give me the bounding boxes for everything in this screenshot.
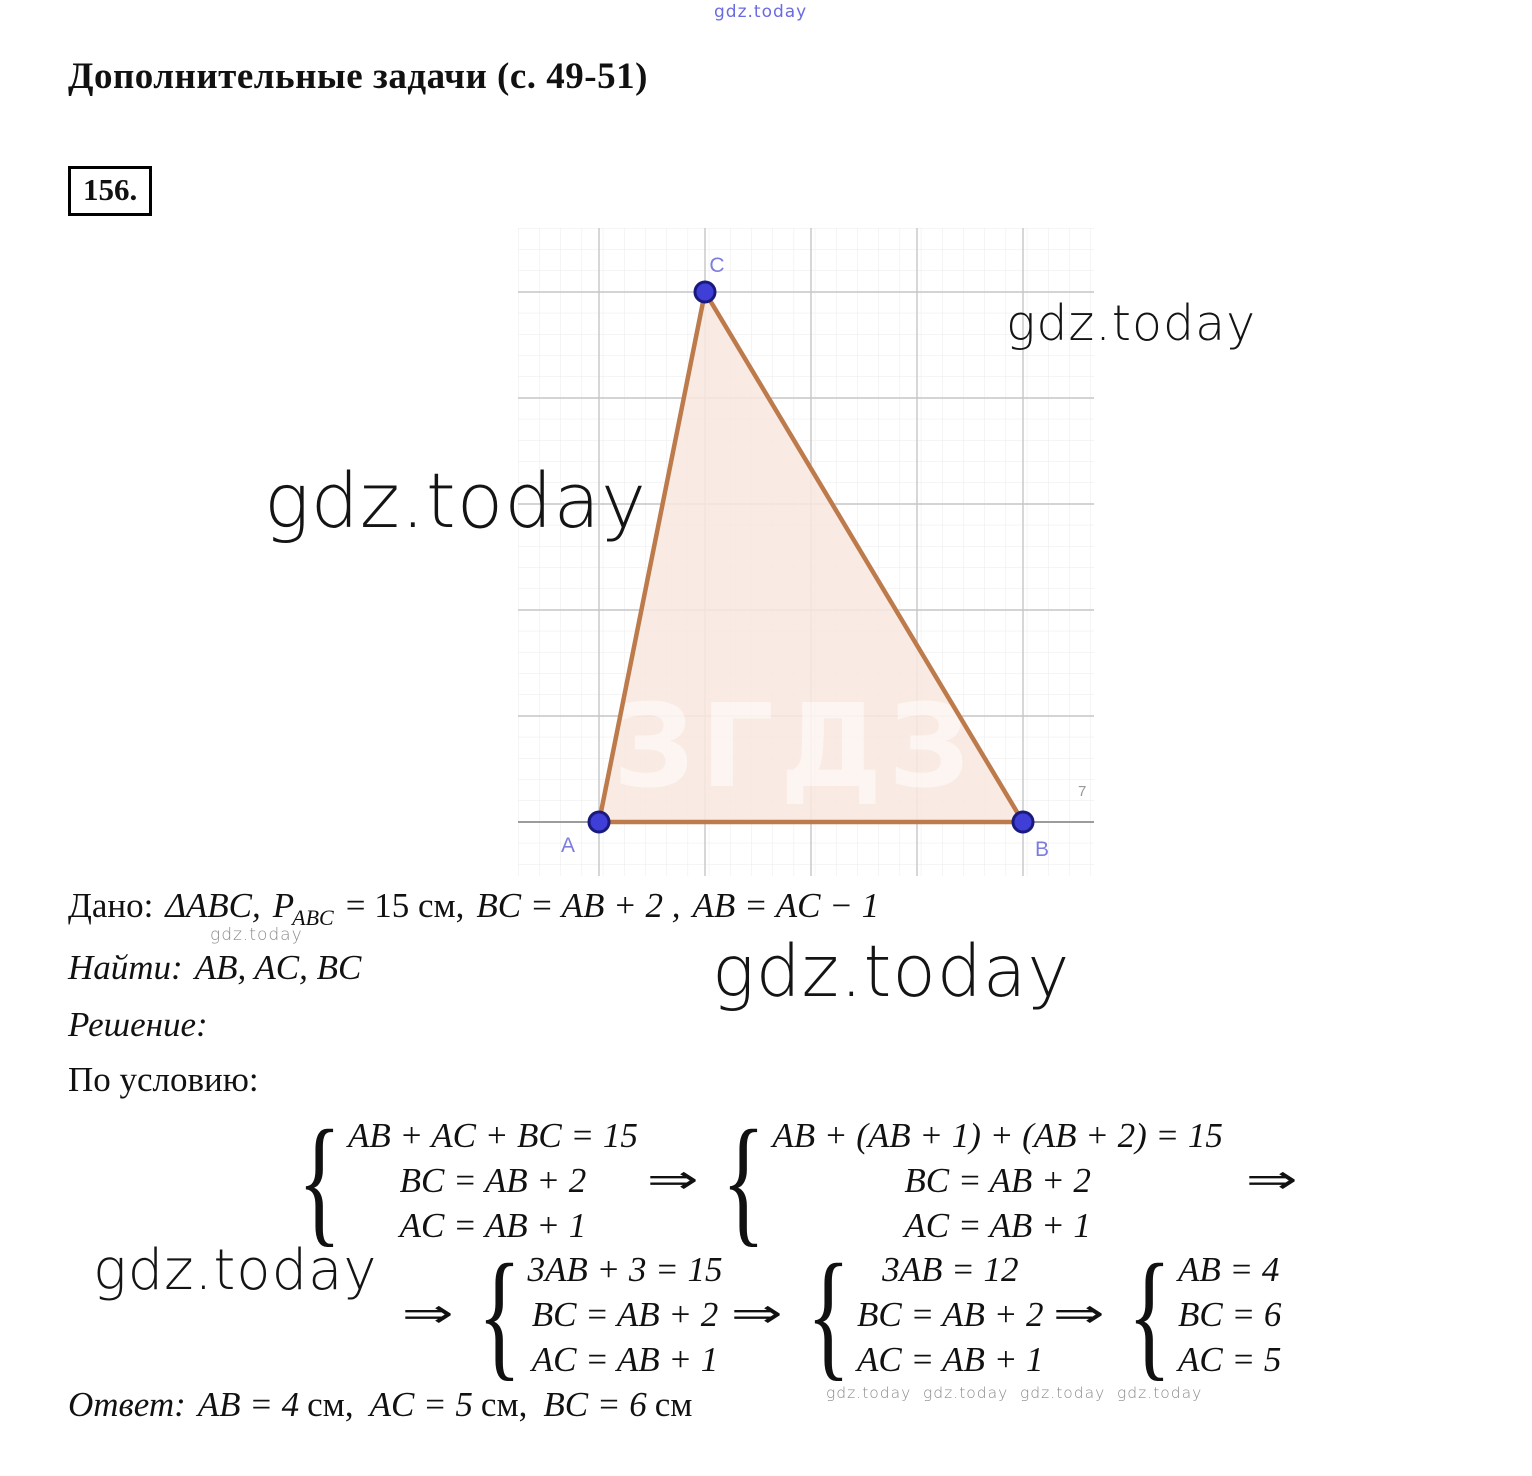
system-2 — [707, 1101, 1223, 1259]
equation: AC = 5 — [1178, 1339, 1282, 1379]
problem-number-box — [68, 166, 152, 216]
find-items: AB, AC, BC — [194, 948, 362, 987]
equation-row-1 — [283, 1101, 1306, 1259]
brace-3: { — [477, 1235, 521, 1393]
equation: AC = AB + 1 — [904, 1205, 1091, 1245]
watermark-mid-right: gdz.today — [712, 930, 1071, 1013]
watermark-bottom-4: gdz.today — [1117, 1384, 1203, 1402]
answer-unit-3: см — [654, 1385, 693, 1424]
answer-line — [68, 1385, 704, 1425]
brace-2: { — [722, 1101, 766, 1259]
equation: BC = AB + 2 — [904, 1160, 1091, 1200]
answer-part-1: AB = 4 — [197, 1385, 300, 1424]
answer-label: Ответ: — [68, 1385, 186, 1424]
problem-number: 156. — [83, 172, 138, 207]
implies-arrow: ⇒ — [646, 1157, 699, 1203]
solution-label — [68, 1005, 220, 1045]
equation: AB + AC + BC = 15 — [347, 1115, 638, 1155]
answer-part-2: AC = 5 — [369, 1385, 473, 1424]
watermark-bottom-3: gdz.today — [1020, 1384, 1106, 1402]
vertex-b-label: B — [1034, 838, 1050, 861]
find-line — [68, 948, 373, 988]
perimeter-value: = 15 см, — [345, 886, 465, 925]
condition-label-text: По условию: — [68, 1060, 259, 1099]
vertex-c-label: C — [709, 254, 725, 277]
perimeter-symbol: P — [272, 886, 295, 925]
watermark-row2-left: gdz.today — [93, 1238, 378, 1303]
implies-arrow: ⇒ — [1245, 1157, 1298, 1203]
answer-unit-1: см, — [307, 1385, 354, 1424]
watermark-inside-figure: ЗГДЗ — [613, 680, 977, 814]
implies-arrow: ⇒ — [401, 1291, 454, 1337]
system-1 — [283, 1101, 638, 1259]
answer-part-3: BC = 6 — [543, 1385, 647, 1424]
watermark-figure-right: gdz.today — [1006, 295, 1257, 352]
page-title: Дополнительные задачи (с. 49-51) — [68, 56, 648, 97]
brace-5: { — [1127, 1235, 1172, 1393]
vertex-a-point — [589, 812, 609, 832]
given-relation-1: BC = AB + 2 , — [476, 886, 681, 925]
perimeter-term — [272, 886, 340, 930]
equation: AC = AB + 1 — [399, 1205, 587, 1245]
implies-arrow: ⇒ — [1052, 1291, 1105, 1337]
equation: AC = AB + 1 — [531, 1339, 719, 1379]
find-label: Найти: — [68, 948, 183, 987]
given-relation-2: AB = AC − 1 — [692, 886, 880, 925]
brace-1: { — [297, 1101, 342, 1259]
equation: AB = 4 — [1178, 1249, 1280, 1289]
equation: BC = 6 — [1178, 1294, 1282, 1334]
given-line — [68, 886, 891, 930]
equation: BC = AB + 2 — [856, 1294, 1044, 1334]
perimeter-subscript: ABC — [292, 905, 334, 930]
watermark-bottom-2: gdz.today — [923, 1384, 1009, 1402]
equation: 3AB = 12 — [882, 1249, 1019, 1289]
watermark-figure-left: gdz.today — [264, 456, 647, 545]
stray-mark: 7 — [1078, 783, 1087, 800]
equation: BC = AB + 2 — [531, 1294, 719, 1334]
vertex-b-point — [1013, 812, 1033, 832]
vertex-c-point — [695, 282, 715, 302]
equation: AB + (AB + 1) + (AB + 2) = 15 — [772, 1115, 1223, 1155]
vertex-a-label: A — [560, 834, 576, 857]
brace-4: { — [806, 1235, 851, 1393]
watermark-under-given: gdz.today — [210, 925, 303, 945]
system-3 — [463, 1235, 723, 1393]
answer-unit-2: см, — [480, 1385, 528, 1424]
equation: AC = AB + 1 — [856, 1339, 1044, 1379]
given-label: Дано: — [68, 886, 154, 925]
given-triangle: ΔABC, — [165, 886, 261, 925]
solution-label-text: Решение: — [68, 1005, 208, 1044]
implies-arrow: ⇒ — [731, 1291, 784, 1337]
condition-label — [68, 1060, 271, 1100]
watermark-bottom-1: gdz.today — [826, 1384, 912, 1402]
equation: BC = AB + 2 — [399, 1160, 587, 1200]
watermark-top: gdz.today — [714, 2, 808, 22]
equation: 3AB + 3 = 15 — [527, 1249, 723, 1289]
